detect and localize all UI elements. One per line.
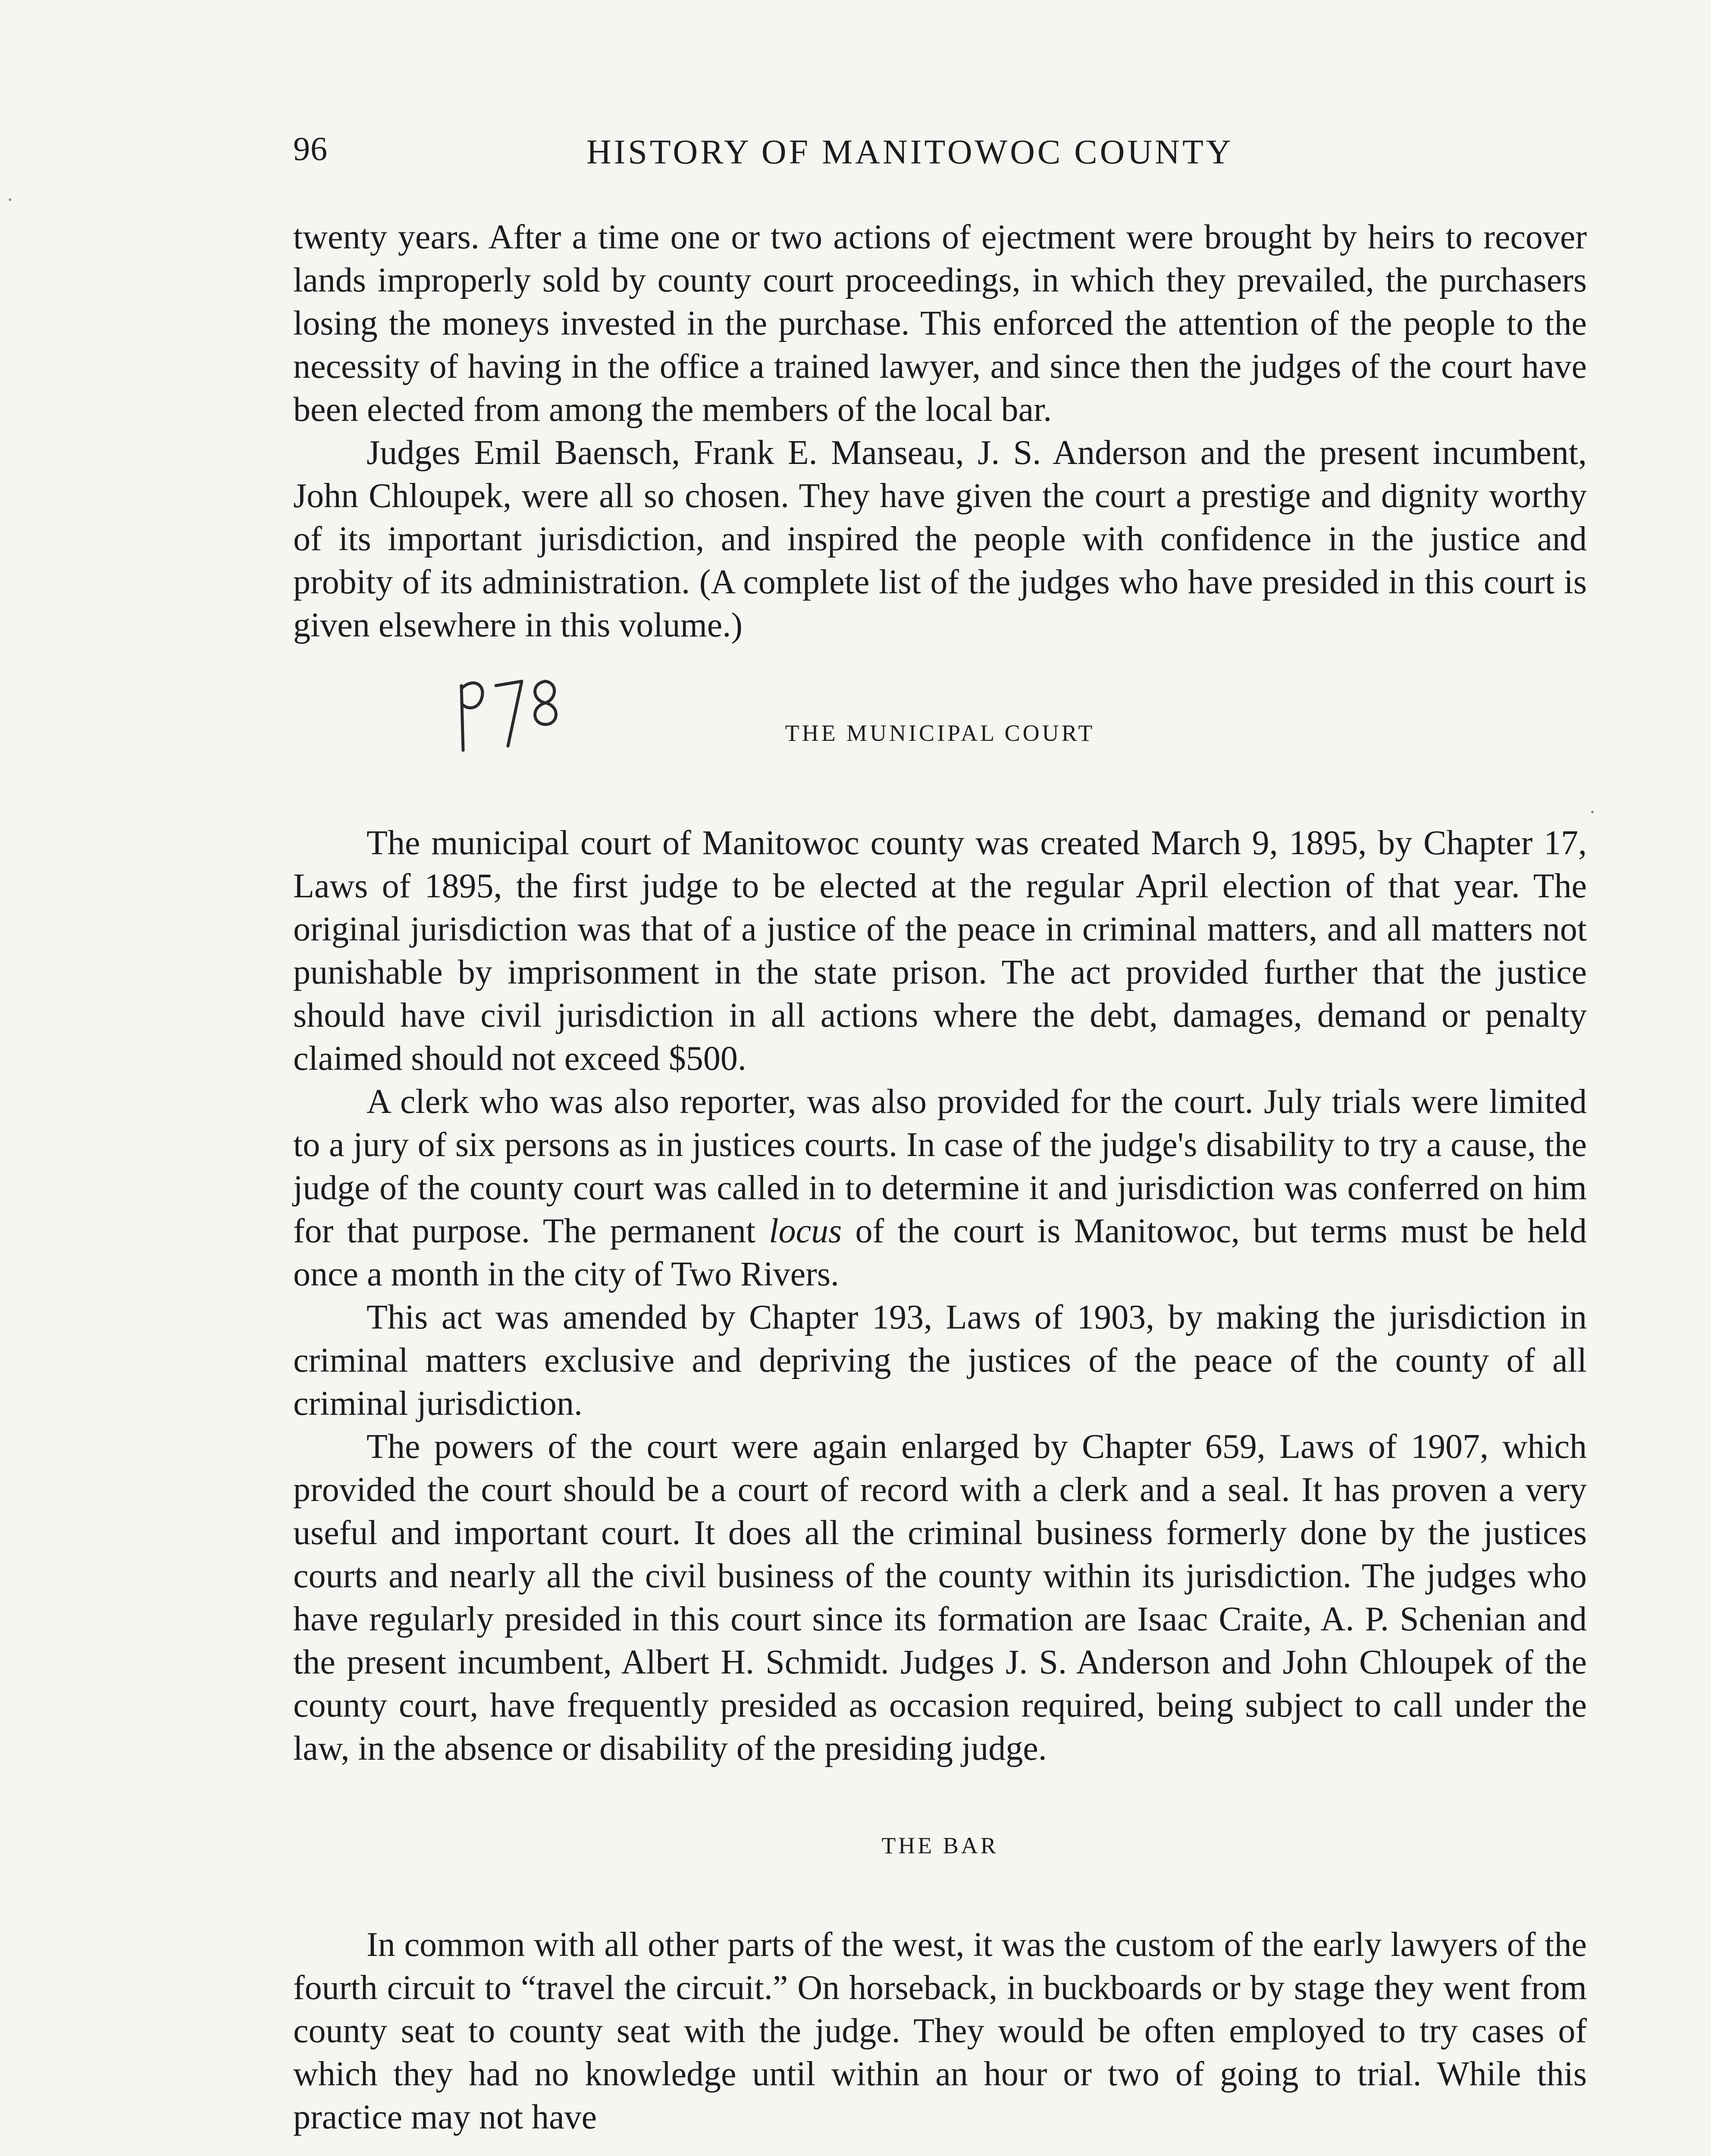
running-title: HISTORY OF MANITOWOC COUNTY bbox=[586, 133, 1234, 171]
paragraph-judges: Judges Emil Baensch, Frank E. Manseau, J. S. Anderson and the present incumbent, John Chloupek, were all so chosen. They have given the court a prestige and dignity worthy of its important jurisdiction, and inspired the people with confidence in the justice and probity of its administration. (A complete list of the judges who have presided in this court is given elsewhere in this volume.) bbox=[293, 434, 1587, 644]
scan-speck bbox=[9, 198, 11, 201]
clerk-text-part2: of the court is Manitowoc, but terms must be held once a month in the city of Two Rivers. bbox=[293, 1212, 1587, 1293]
handwritten-annotation bbox=[457, 668, 569, 755]
page-body bbox=[293, 216, 1587, 2139]
paragraph-continuation: twenty years. After a time one or two actions of ejectment were brought by heirs to recover lands improperly sold by county court proceedings, in which they prevailed, the purchasers losing the moneys invested in the purchase. This enforced the attention of the people to the necessity of having in the office a trained lawyer, and since then the judges of the court have been elected from among the members of the local bar. bbox=[293, 218, 1587, 429]
locus-term: locus bbox=[769, 1212, 842, 1250]
section-heading-municipal-court: THE MUNICIPAL COURT bbox=[785, 720, 1095, 746]
clerk-text-part1: A clerk who was also reporter, was also provided for the court. July trials were limited to a jury of six persons as in justices courts. In case of the judge's disability to try a cause, the judge of the county court was called in to determine it and jurisdiction was conferred on him for that purpose. The permanent bbox=[293, 1083, 1587, 1250]
section-heading-the-bar: THE BAR bbox=[881, 1833, 999, 1858]
paragraph-bar-circuit: In common with all other parts of the west, it was the custom of the early lawyers of the fourth circuit to “travel the circuit.” On horseback, in buckboards or by stage they went from county seat to county seat with the judge. They would be often employed to try cases of which they had no knowledge until within an hour or two of going to trial. While this practice may not have bbox=[293, 1926, 1587, 2136]
paragraph-municipal-powers: The powers of the court were again enlarged by Chapter 659, Laws of 1907, which provided the court should be a court of record with a clerk and a seal. It has proven a very useful and important court. It does all the criminal business formerly done by the justices courts and nearly all the civil business of the county within its jurisdiction. The judges who have regularly presided in this court since its formation are Isaac Craite, A. P. Schenian and the present incumbent, Albert H. Schmidt. Judges J. S. Anderson and John Chloupek of the county court, have frequently presided as occasion required, being subject to call under the law, in the absence or disability of the presiding judge. bbox=[293, 1428, 1587, 1767]
paragraph-municipal-creation: The municipal court of Manitowoc county was created March 9, 1895, by Chapter 17, Laws of 1895, the first judge to be elected at the regular April election of that year. The original jurisdiction was that of a justice of the peace in criminal matters, and all matters not punishable by imprisonment in the state prison. The act provided further that the justice should have civil jurisdiction in all actions where the debt, damages, demand or penalty claimed should not exceed $500. bbox=[293, 824, 1587, 1078]
paragraph-municipal-amendment: This act was amended by Chapter 193, Laws of 1903, by making the jurisdiction in criminal matters exclusive and depriving the justices of the peace of the county of all criminal jurisdiction. bbox=[293, 1298, 1587, 1423]
paragraph-municipal-clerk bbox=[293, 1080, 1587, 1296]
page-number: 96 bbox=[293, 130, 328, 167]
scan-speck bbox=[1591, 811, 1594, 813]
page-header bbox=[293, 129, 1587, 181]
